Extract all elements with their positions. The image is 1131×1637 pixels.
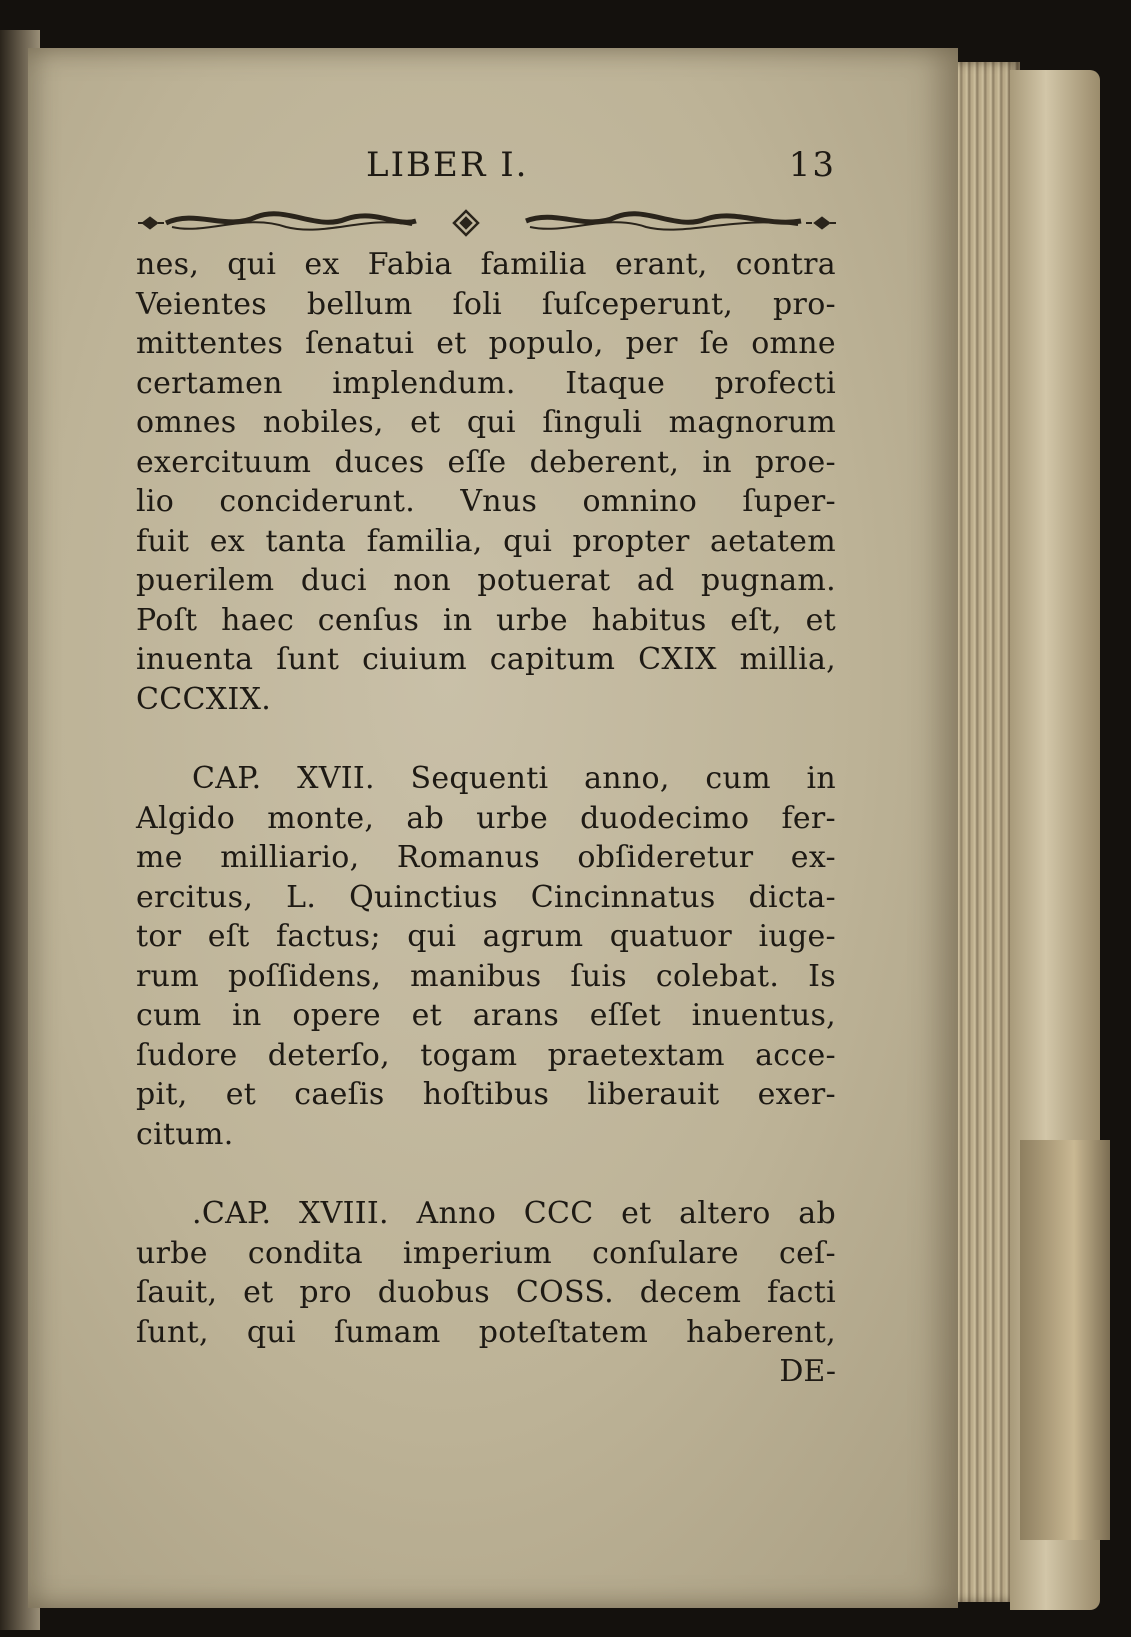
text-line: exercituum duces eſſe deberent, in proe-	[136, 444, 836, 480]
text-line: Algido monte, ab urbe duodecimo fer-	[136, 800, 836, 836]
text-line: puerilem duci non potuerat ad pugnam.	[136, 563, 836, 598]
paragraph-gap	[136, 1154, 836, 1194]
text-line: certamen implendum. Itaque profecti	[136, 365, 836, 401]
text-line: rum poſſidens, manibus ſuis colebat. Is	[136, 958, 836, 994]
text-line: cum in opere et arans eſſet inuentus,	[136, 998, 836, 1033]
text-line: fuit ex tanta familia, qui propter aetatem	[136, 523, 836, 559]
text-line: pit, et caeſis hoſtibus liberauit exer-	[136, 1077, 836, 1112]
text-line: citum.	[136, 1116, 234, 1152]
text-line: ercitus, L. Quinctius Cincinnatus dicta-	[136, 879, 836, 915]
paragraph-1	[136, 245, 836, 719]
text-line: tor eſt factus; qui agrum quatuor iuge-	[136, 919, 836, 954]
text-block	[136, 145, 836, 1392]
paragraph-3	[136, 1194, 836, 1352]
book-cover-lower	[1020, 1140, 1110, 1540]
text-line: CCCXIX.	[136, 681, 272, 717]
ornament-icon	[136, 201, 836, 241]
text-line: urbe condita imperium conſulare ceſ-	[136, 1235, 836, 1271]
text-line: omnes nobiles, et qui ſinguli magnorum	[136, 405, 836, 440]
text-line: .CAP. XVIII. Anno CCC et altero ab	[192, 1196, 836, 1231]
text-line: mittentes ſenatui et populo, per ſe omne	[136, 326, 836, 361]
ornament-rule	[136, 201, 836, 245]
text-line: ſauit, et pro duobus COSS. decem facti	[136, 1275, 836, 1310]
text-line: ſunt, qui ſumam poteſtatem haberent,	[136, 1314, 836, 1350]
paragraph-gap	[136, 719, 836, 759]
page-number: 13	[788, 145, 836, 185]
text-line: Veientes bellum ſoli ſuſceperunt, pro-	[136, 286, 836, 322]
text-line: nes, qui ex Fabia familia erant, contra	[136, 247, 836, 282]
text-line: lio conciderunt. Vnus omnino ſuper-	[136, 484, 836, 519]
page-header	[136, 145, 836, 197]
text-line: ſudore deterſo, togam praetextam acce-	[136, 1037, 836, 1073]
text-line: Poſt haec cenſus in urbe habitus eſt, et	[136, 602, 836, 638]
paragraph-2	[136, 759, 836, 1154]
text-line: me milliario, Romanus obſideretur ex-	[136, 840, 836, 875]
text-line: CAP. XVII. Sequenti anno, cum in	[192, 761, 836, 796]
text-line: inuenta ſunt ciuium capitum CXIX millia,	[136, 642, 836, 677]
catchword: DE-	[779, 1354, 836, 1389]
running-title: LIBER I.	[366, 145, 529, 185]
